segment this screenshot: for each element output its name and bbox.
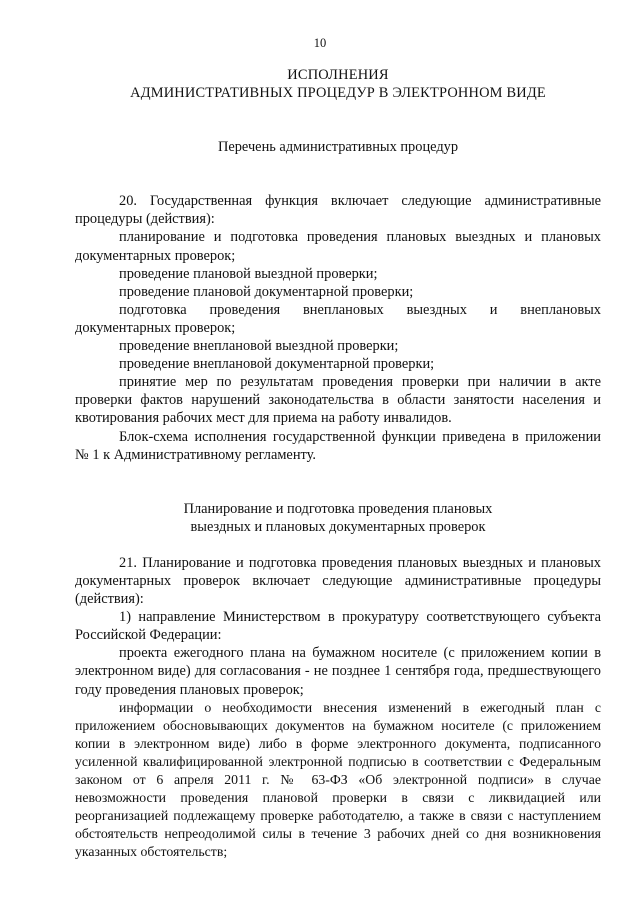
section-title-procedures-list: Перечень административных процедур [217, 139, 459, 156]
section-title-planning-line-2: выездных и плановых документарных проверок [190, 518, 486, 535]
page-number: 10 [313, 36, 327, 50]
list-item-planning: планирование и подготовка проведения плановых выездных и плановых документарных проверок; [75, 229, 601, 264]
heading-line-2: АДМИНИСТРАТИВНЫХ ПРОЦЕДУР В ЭЛЕКТРОННОМ ВИДЕ [130, 85, 546, 102]
heading-line-1: ИСПОЛНЕНИЯ [287, 67, 389, 83]
document-body [75, 66, 601, 861]
list-item-unplanned-onsite: проведение внеплановой выездной проверки; [119, 338, 399, 355]
list-item-planned-onsite: проведение плановой выездной проверки; [119, 265, 378, 282]
list-item-planned-documentary: проведение плановой документарной проверки; [119, 283, 414, 300]
paragraph-21: 21. Планирование и подготовка проведения плановых выездных и плановых документарных проверок включает следующие административные процедуры (действия): [75, 554, 601, 608]
list-item-unplanned-documentary: проведение внеплановой документарной проверки; [119, 356, 435, 373]
paragraph-annual-plan: проекта ежегодного плана на бумажном носителе (с приложением копии в электронном виде) для согласования - не позднее 1 сентября года, предшествующего году проведения плановых проверок; [75, 645, 601, 698]
list-item-unplanned-prep: подготовка проведения внеплановых выездных и внеплановых документарных проверок; [75, 301, 601, 336]
section-title-planning-line-1: Планирование и подготовка проведения плановых [183, 500, 493, 517]
paragraph-flowchart: Блок-схема исполнения государственной функции приведена в приложении № 1 к Административному регламенту. [75, 428, 601, 463]
paragraph-plan-changes: информации о необходимости внесения изменений в ежегодный план с приложением обосновывающих документов на бумажном носителе (с приложением копии в электронном виде) либо в форме электронного документа, подписанного усиленной квалифицированной электронной подписью в соответствии с Федеральным законом от 6 апреля 2011 г. № 63-ФЗ «Об электронной подписи» в случае невозможности проведения плановой проверки в связи с ликвидацией или реорганизацией подлежащему проверке работодателю, а также в связи с наступлением обстоятельств непреодолимой силы в течение 3 рабочих дней со дня возникновения указанных обстоятельств; [75, 699, 601, 860]
paragraph-21-item-1: 1) направление Министерством в прокуратуру соответствующего субъекта Российской Федерации: [75, 609, 601, 644]
paragraph-20: 20. Государственная функция включает следующие административные процедуры (действия): [75, 193, 601, 228]
list-item-measures: принятие мер по результатам проведения проверки при наличии в акте проверки фактов нарушений законодательства в области занятости населения и квотирования рабочих мест для приема на работу инвалидов. [75, 374, 601, 427]
